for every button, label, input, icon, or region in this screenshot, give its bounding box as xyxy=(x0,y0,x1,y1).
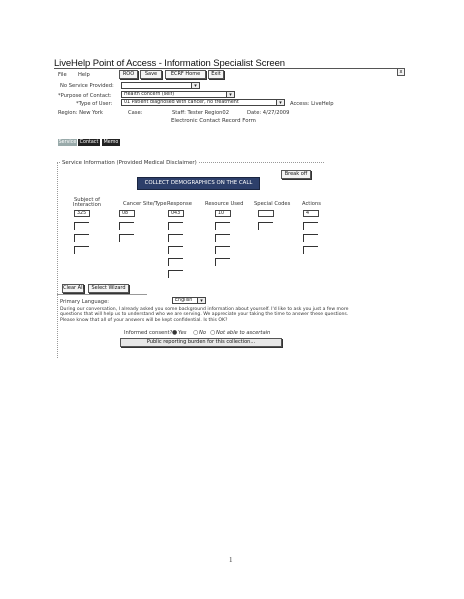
radio-no-label: No xyxy=(199,330,207,336)
tab-memo[interactable]: Memo xyxy=(103,140,119,145)
col-subject: Subject of Interaction xyxy=(72,197,102,208)
form-title: Electronic Contact Record Form xyxy=(171,118,256,124)
radio-not-able-label: Not able to ascertain xyxy=(216,330,271,336)
break-off-button[interactable]: Break off xyxy=(281,170,311,179)
grid-cell[interactable] xyxy=(119,234,134,242)
grid-cell[interactable] xyxy=(215,234,230,242)
radio-yes-label: Yes xyxy=(178,330,187,336)
case-label: Case: xyxy=(128,110,143,116)
user-type-select[interactable] xyxy=(121,99,285,106)
grid-cell[interactable] xyxy=(168,270,183,278)
grid-cell[interactable] xyxy=(303,234,318,242)
col-response: Response xyxy=(167,201,192,207)
date-label: Date: 4/27/2009 xyxy=(247,110,290,116)
help-menu[interactable]: Help xyxy=(78,72,90,78)
save-button[interactable]: Save xyxy=(140,70,162,79)
collect-demographics-button[interactable]: COLLECT DEMOGRAPHICS ON THE CALL xyxy=(137,177,260,190)
clear-all-button[interactable]: Clear All xyxy=(63,285,84,291)
radio-not-able-icon[interactable]: ○ xyxy=(210,329,216,336)
chevron-down-icon: ▾ xyxy=(197,298,205,303)
grid-cell[interactable] xyxy=(74,222,89,230)
language-label: Primary Language: xyxy=(60,299,110,305)
chevron-down-icon: ▾ xyxy=(226,92,234,97)
grid-cell[interactable] xyxy=(168,234,183,242)
page-title: LiveHelp Point of Access - Information Specialist Screen xyxy=(54,58,285,69)
language-value: English xyxy=(175,298,193,303)
grid-cell[interactable] xyxy=(215,246,230,254)
language-select[interactable] xyxy=(172,297,206,304)
title-divider xyxy=(54,68,405,69)
actions-field[interactable]: 4 xyxy=(303,210,319,217)
consent-question: Informed consent? xyxy=(124,330,173,336)
no-service-label: No Service Provided: xyxy=(60,83,114,89)
grid-cell[interactable] xyxy=(74,246,89,254)
region-label: Region: New York xyxy=(58,110,103,116)
select-wizard-button[interactable]: Select Wizard xyxy=(88,284,129,293)
grid-cell[interactable] xyxy=(168,222,183,230)
chevron-down-icon: ▾ xyxy=(276,100,284,105)
grid-cell[interactable] xyxy=(215,222,230,230)
purpose-value: Health concern (self) xyxy=(124,92,175,97)
service-panel xyxy=(57,162,324,358)
consent-text: During our conversation, I already asked you some background information about yourself. I'd like to ask you just a few more questions that will help us to understand who we are serving. We appreciate your taking the time to answer these questions. Please know that all of your answers will be kept confidential. Is this OK? xyxy=(60,307,349,323)
exit-button[interactable]: Exit xyxy=(208,70,224,79)
purpose-label: *Purpose of Contact: xyxy=(58,93,112,99)
grid-cell[interactable] xyxy=(74,234,89,242)
col-special-codes: Special Codes xyxy=(254,201,291,207)
no-service-select[interactable] xyxy=(121,82,200,89)
burden-button[interactable]: Public reporting burden for this collection... xyxy=(120,338,282,347)
radio-no-icon[interactable]: ○ xyxy=(193,329,199,336)
divider xyxy=(57,294,147,295)
col-cancer-site: Cancer Site/Type xyxy=(123,201,167,207)
close-icon[interactable]: x xyxy=(397,68,405,76)
response-field[interactable]: 043 xyxy=(168,210,184,217)
resource-field[interactable]: 10 xyxy=(215,210,231,217)
grid-cell[interactable] xyxy=(168,246,183,254)
tab-service[interactable]: Service xyxy=(58,140,77,145)
tab-contact[interactable]: Contact xyxy=(79,140,99,145)
grid-cell[interactable] xyxy=(119,222,134,230)
staff-label: Staff: Tester Region02 xyxy=(172,110,230,116)
grid-cell[interactable] xyxy=(258,222,273,230)
access-label: Access: LiveHelp xyxy=(290,101,334,107)
grid-cell[interactable] xyxy=(168,258,183,266)
col-resource: Resource Used xyxy=(205,201,244,207)
special-codes-field[interactable] xyxy=(258,210,274,217)
user-type-label: *Type of User: xyxy=(76,101,113,107)
grid-cell[interactable] xyxy=(303,222,318,230)
roo-button[interactable]: ROO xyxy=(119,70,138,79)
ecrf-home-button[interactable]: ECRF Home xyxy=(165,70,206,79)
cancer-site-field[interactable]: 08 xyxy=(119,210,135,217)
chevron-down-icon: ▾ xyxy=(191,83,199,88)
grid-cell[interactable] xyxy=(303,246,318,254)
file-menu[interactable]: File xyxy=(58,72,67,78)
grid-cell[interactable] xyxy=(215,258,230,266)
subject-field[interactable]: 325 xyxy=(74,210,90,217)
service-header: Service Information (Provided Medical Disclaimer) xyxy=(62,160,197,166)
user-type-value: 01 Patient diagnosed with cancer, no treatment xyxy=(124,100,239,105)
radio-yes-icon[interactable]: ● xyxy=(172,329,178,336)
col-actions: Actions xyxy=(302,201,321,207)
page-number: 1 xyxy=(229,556,233,564)
purpose-select[interactable] xyxy=(121,91,235,98)
